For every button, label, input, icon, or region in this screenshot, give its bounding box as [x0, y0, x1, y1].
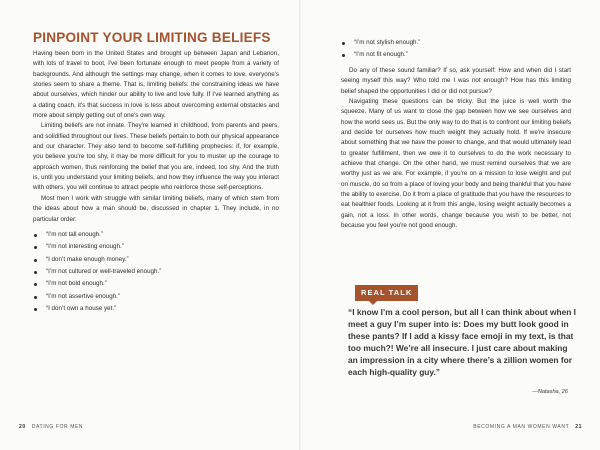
paragraph-intro: Having been born in the United States and brought up between Japan and Lebanon, with lots of travel to boot, I've been fortunate enough to meet people from a variety of backgrounds. And although the settings may change, when it comes to love, everyone's stories seem to share a theme. That is, limiting beliefs: the constraining ideas we have about ourselves, which hinder our ability to live and love fully. If I've learned anything as a dating coach, it's that success in love is less about overcoming external obstacles and more about simply getting out of one's own way. — [33, 50, 279, 120]
beliefs-list-continued — [341, 37, 571, 62]
right-text-column — [341, 37, 571, 231]
bullet-dot-icon — [342, 54, 345, 57]
bullet-dot-icon — [34, 283, 37, 286]
bullet-dot-icon — [34, 296, 37, 299]
bullet-dot-icon — [34, 271, 37, 274]
list-item: “I’m not bold enough.” — [33, 278, 279, 290]
bullet-dot-icon — [342, 42, 345, 45]
list-item: “I’m not interesting enough.” — [33, 241, 279, 253]
quote-attribution: —Natasha, 26 — [532, 389, 568, 395]
bullet-dot-icon — [34, 308, 37, 311]
right-page — [300, 0, 600, 450]
right-folio — [473, 424, 582, 430]
list-item: “I don’t own a house yet.” — [33, 303, 279, 315]
pull-quote: “I know I’m a cool person, but all I can think about when I meet a guy I’m super into is: Does my butt look good in these pants? If I add a kissy face emoji in my text, is that too much?! We’re all insecure. I just care about making an impression in a city where there’s a zillion women for each high-quality guy.” — [348, 307, 577, 377]
running-head: DATING FOR MEN — [31, 424, 84, 430]
real-talk-tag: REAL TALK — [355, 285, 418, 301]
paragraph-questions: Do any of these sound familiar? If so, ask yourself: How and when did I start seeing myself this way? Who told me I was not enough? How has this limiting belief shaped the opportunities I did or did not pursue? — [341, 66, 571, 95]
list-item: “I’m not cultured or well-traveled enough.” — [33, 266, 279, 278]
running-head: BECOMING A MAN WOMEN WANT — [473, 424, 570, 430]
list-item: “I’m not fit enough.” — [341, 49, 571, 61]
paragraph-navigating: Navigating these questions can be tricky. But the juice is well worth the squeeze. Many of us want to close the gap between how we see ourselves and how the world sees us. But the only way to do that is to confront our limiting beliefs and decide for ourselves how much weight they actually hold. If we're insecure about something that we have the power to change, and that would ultimately lead to greater fulfillment, then we owe it to ourselves to do the work necessary to achieve that change. On the other hand, we must remind ourselves that we are worthy just as we are. For example, if you're on a mission to lose weight and put on muscle, do so from a place of loving your body and being thankful that you have the ability to exercise. Do it from a place of gratitude that you have the resources to eat healthier foods. Looking at it from this angle, losing weight actually becomes a gain, not a loss. In other words, change because you wish to be better, not because you feel you're not good enough. — [341, 97, 571, 229]
beliefs-list — [33, 229, 279, 316]
bullet-dot-icon — [34, 259, 37, 262]
left-text-column — [33, 30, 279, 316]
left-folio — [19, 424, 83, 430]
section-heading: PINPOINT YOUR LIMITING BELIEFS — [33, 30, 271, 45]
paragraph-limiting-beliefs: Limiting beliefs are not innate. They're learned in childhood, from parents and peers, and solidified throughout our lives. These beliefs pertain to both our physical appearance and our character. They also tend to become self-fulfilling prophecies: if, for example, you believe you're too shy, it may be more difficult for you to muster up the courage to approach women, thus reinforcing the belief that you are, indeed, too shy. And the truth is, until you understand your limiting beliefs, and how they influence the way you interact with others, you will continue to attract people who reinforce those self-perceptions. — [33, 122, 279, 192]
page-number: 21 — [575, 424, 582, 430]
page-number: 20 — [19, 424, 26, 430]
bullet-dot-icon — [34, 234, 37, 237]
list-item: “I don’t make enough money.” — [33, 254, 279, 266]
list-item: “I’m not stylish enough.” — [341, 37, 571, 49]
list-item: “I’m not tall enough.” — [33, 229, 279, 241]
tag-pointer-icon — [369, 301, 377, 305]
list-item: “I’m not assertive enough.” — [33, 291, 279, 303]
bullet-dot-icon — [34, 246, 37, 249]
paragraph-list-lead: Most men I work with struggle with similar limiting beliefs, many of which stem from the ideas about how a man should be, discussed in chapter 1. They include, in no particular order: — [33, 194, 279, 223]
